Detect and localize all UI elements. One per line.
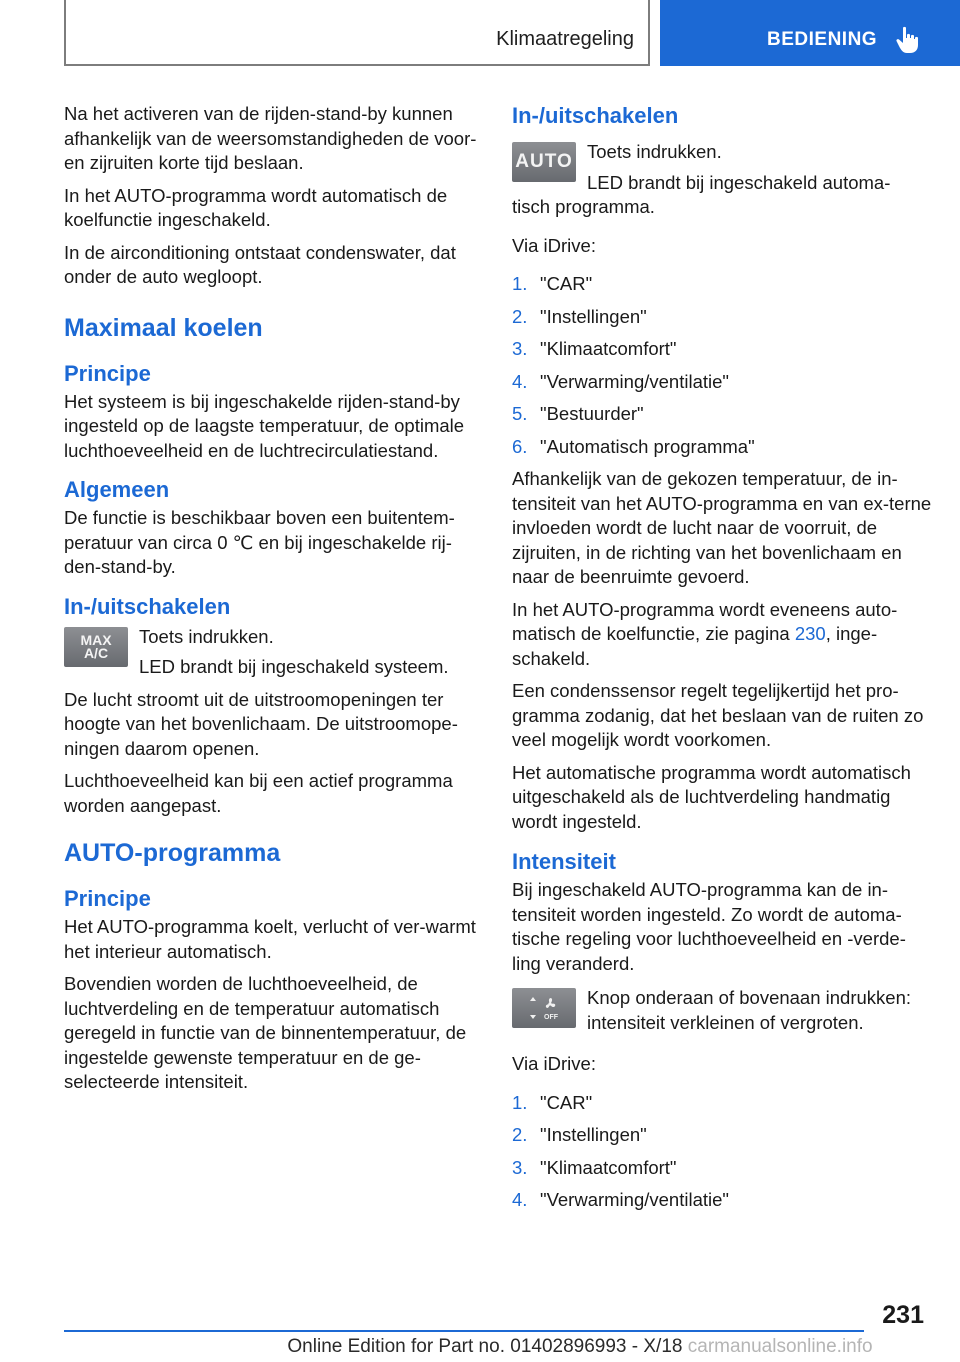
fan-glyph-icon — [524, 993, 564, 1023]
list-item: 1. "CAR" — [512, 1091, 593, 1113]
after-paragraph: De lucht stroomt uit de uitstroomopeningen ter hoogte van het bovenlichaam. De uitstroomope-ningen daarom openen. — [64, 688, 458, 759]
led-instruction-continued: tisch programma. — [512, 196, 655, 217]
via-idrive: Via iDrive: — [512, 1053, 596, 1074]
condens-paragraph: Een condenssensor regelt tegelijkertijd het pro-gramma zodanig, dat het beslaan van de ruiten zo veel mogelijk wordt voorkomen. — [512, 680, 924, 750]
heading-switch: In-/uitschakelen — [64, 593, 231, 619]
header-section-box — [64, 0, 650, 66]
cooling-paragraph: In het AUTO-programma wordt eveneens auto-matisch de koelfunctie, zie pagina 230, inge-schakeld. — [512, 598, 898, 669]
section-title: Klimaatregeling — [496, 28, 634, 50]
max-principe-text: Het systeem is bij ingeschakelde rijden-stand-by ingesteld op de laagste temperatuur, de optimale luchthoeveelheid en de luchtrecirculatiestand. — [64, 390, 465, 461]
list-item: 2. "Instellingen" — [512, 305, 647, 327]
edition-text: Online Edition for Part no. 01402896993 - X/18 — [287, 1336, 683, 1357]
max-ac-instruction — [64, 625, 482, 680]
list-item: 2. "Instellingen" — [512, 1124, 647, 1145]
page-link[interactable]: 230 — [794, 623, 826, 644]
intro-paragraph: In de airconditioning ontstaat condenswater, dat onder de auto wegloopt. — [64, 241, 456, 287]
fan-intensity-icon — [512, 988, 576, 1028]
auto-off-paragraph: Het automatische programma wordt automatisch uitgeschakeld als de luchtverdeling handmatig wordt ingesteld. — [512, 761, 911, 832]
heading-switch: In-/uitschakelen — [512, 103, 679, 128]
left-column — [64, 102, 482, 1103]
led-instruction: LED brandt bij ingeschakeld systeem. — [139, 656, 449, 677]
idrive-steps — [512, 272, 932, 459]
list-item: 3. "Klimaatcomfort" — [512, 1156, 677, 1178]
fan-instruction-text: Knop onderaan of bovenaan indrukken: intensiteit verkleinen of vergroten. — [587, 987, 912, 1033]
fan-instruction — [512, 986, 932, 1038]
idrive-steps — [512, 1091, 932, 1213]
via-idrive: Via iDrive: — [512, 234, 596, 256]
page-number: 231 — [882, 1301, 924, 1329]
intro-paragraph: Na het activeren van de rijden-stand-by kunnen afhankelijk van de weersomstandigheden de voor- en zijruiten korte tijd beslaan. — [64, 103, 477, 173]
list-item: 6. "Automatisch programma" — [512, 435, 755, 457]
led-instruction: LED brandt bij ingeschakeld automa- — [587, 171, 891, 193]
list-item: 1. "CAR" — [512, 273, 593, 294]
intensiteit-text: Bij ingeschakeld AUTO-programma kan de in-tensiteit worden ingesteld. Zo wordt de automa-tische regeling voor luchthoeveelheid en -verde-ling veranderd. — [512, 879, 906, 974]
chapter-title: BEDIENING — [767, 29, 878, 50]
list-item: 3. "Klimaatcomfort" — [512, 338, 677, 359]
auto-principe-text: Het AUTO-programma koelt, verlucht of ver-warmt het interieur automatisch. — [64, 916, 476, 962]
max-ac-key-label: MAX A/C — [80, 631, 112, 661]
right-column — [512, 102, 932, 1221]
watermark: carmanualsonline.info — [687, 1336, 873, 1357]
list-item: 5. "Bestuurder" — [512, 403, 644, 424]
footer-edition — [0, 1336, 960, 1358]
press-instruction: Toets indrukken. — [587, 141, 722, 162]
list-item: 4. "Verwarming/ventilatie" — [512, 1189, 729, 1210]
footer-divider — [64, 1330, 864, 1332]
auto-button-icon: AUTO — [512, 142, 576, 182]
auto-principe-text: Bovendien worden de luchthoeveelheid, de luchtverdeling en de temperatuur automatisch geregeld in functie van de binnentemperatuur, de ingestelde gewenste temperatuur en de ge-selecteerde intensiteit. — [64, 973, 467, 1092]
heading-intensiteit: Intensiteit — [512, 849, 616, 874]
after-paragraph: Luchthoeveelheid kan bij een actief programma worden aangepast. — [64, 770, 453, 816]
hand-pointer-icon — [896, 26, 920, 54]
auto-instruction — [512, 140, 932, 195]
max-ac-button-icon — [64, 627, 128, 667]
press-instruction: Toets indrukken. — [139, 625, 274, 647]
heading-max-cooling: Maximaal koelen — [64, 313, 263, 342]
intro-paragraph: In het AUTO-programma wordt automatisch de koelfunctie ingeschakeld. — [64, 184, 448, 230]
heading-principe: Principe — [64, 886, 151, 911]
heading-algemeen: Algemeen — [64, 477, 170, 502]
distribution-paragraph: Afhankelijk van de gekozen temperatuur, de in-tensiteit van het AUTO-programma en van ex-terne invloeden wordt de lucht naar de voorruit, de zijruiten, in de richting van het bovenlichaam en naar de beenruimte gevoerd. — [512, 468, 932, 587]
algemeen-text: De functie is beschikbaar boven een buitentem-peratuur van circa 0 ℃ en bij ingeschakelde rij-den-stand-by. — [64, 507, 455, 577]
heading-auto-programma: AUTO-programma — [64, 839, 281, 867]
svg-text:OFF: OFF — [544, 1014, 558, 1021]
heading-principe: Principe — [64, 360, 151, 386]
list-item: 4. "Verwarming/ventilatie" — [512, 370, 729, 392]
